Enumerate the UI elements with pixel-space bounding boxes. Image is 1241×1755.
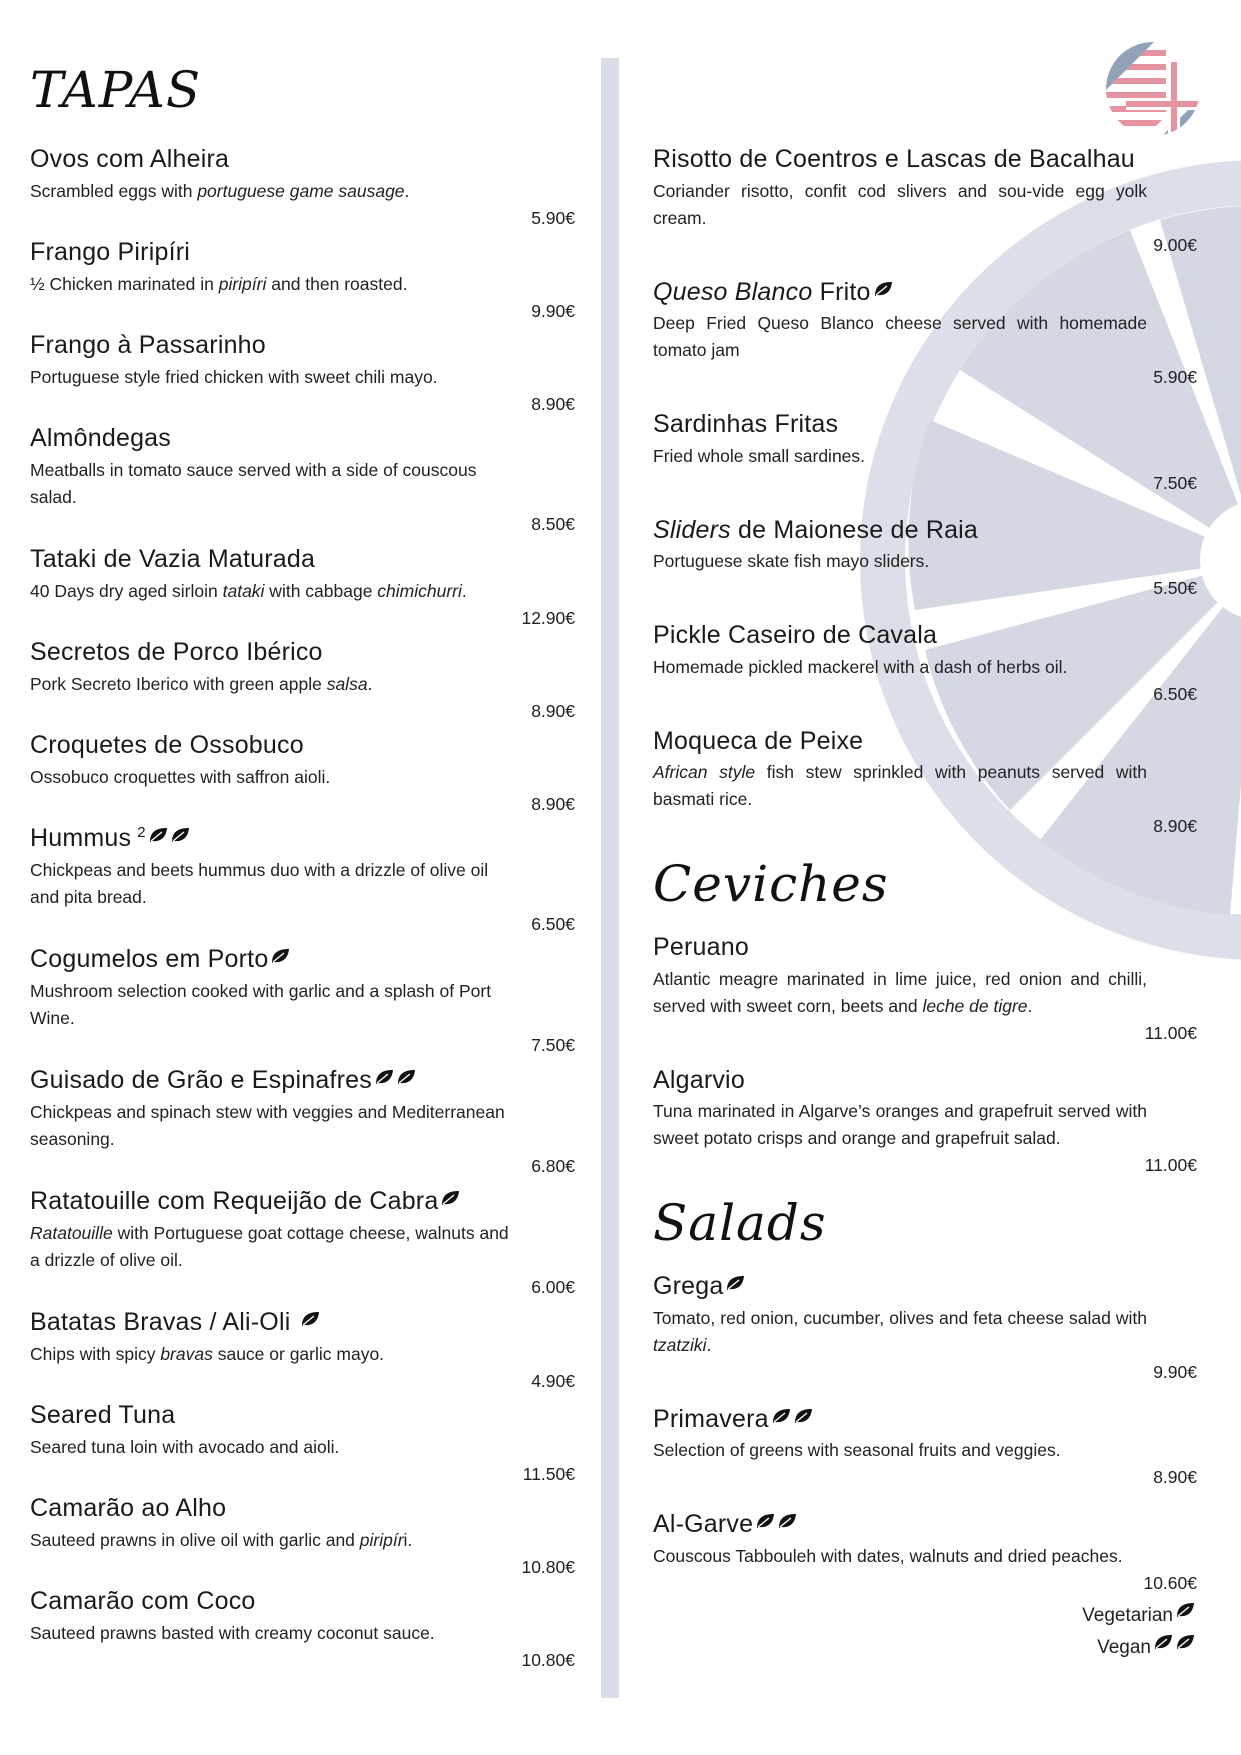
item-description: Sauteed prawns in olive oil with garlic and piripíri. <box>30 1529 413 1550</box>
leaf-icon <box>270 947 290 965</box>
menu-item <box>30 822 575 943</box>
item-price: 7.50€ <box>1153 472 1197 493</box>
leaf-icon <box>771 1407 791 1425</box>
menu-item <box>30 1585 575 1678</box>
menu-item <box>30 422 575 543</box>
item-name: Peruano <box>653 933 749 961</box>
item-price: 7.50€ <box>531 1034 575 1055</box>
item-price: 10.60€ <box>1143 1572 1197 1593</box>
uk-usa-flag-icon[interactable] <box>1106 42 1200 136</box>
item-name: Pickle Caseiro de Cavala <box>653 621 938 649</box>
item-name: Cogumelos em Porto <box>30 943 575 976</box>
menu-item <box>30 1185 575 1306</box>
menu-item <box>30 143 575 236</box>
item-name: Al-Garve <box>653 1508 1197 1541</box>
item-description: Chickpeas and beets hummus duo with a drizzle of olive oil and pita bread. <box>30 859 489 907</box>
legend-vegan: Vegan <box>1082 1632 1195 1664</box>
item-description: Sauteed prawns basted with creamy coconut sauce. <box>30 1622 435 1643</box>
item-description: Selection of greens with seasonal fruits and veggies. <box>653 1440 1061 1460</box>
menu-item <box>30 236 575 329</box>
item-price: 5.90€ <box>1153 367 1197 387</box>
item-description: Homemade pickled mackerel with a dash of herbs oil. <box>653 656 1068 677</box>
item-price: 4.90€ <box>531 1370 575 1391</box>
item-price: 11.00€ <box>1144 1022 1197 1043</box>
menu-item <box>30 1399 575 1492</box>
diet-legend <box>1082 1600 1195 1664</box>
item-description: Chips with spicy bravas sauce or garlic mayo. <box>30 1343 385 1364</box>
item-price: 6.50€ <box>531 913 575 934</box>
item-description: Fried whole small sardines. <box>653 445 866 466</box>
leaf-icon <box>1153 1633 1173 1651</box>
item-name: Batatas Bravas / Ali-Oli <box>30 1306 575 1339</box>
item-name: Frango à Passarinho <box>30 331 266 359</box>
item-name: Secretos de Porco Ibérico <box>30 638 323 666</box>
legend-vegetarian: Vegetarian <box>1082 1600 1195 1632</box>
leaf-icon <box>170 826 190 844</box>
menu-item <box>653 1508 1197 1594</box>
column-divider <box>601 58 619 1698</box>
item-description: Mushroom selection cooked with garlic and a splash of Port Wine. <box>30 980 492 1028</box>
salads-title: Salads <box>653 1194 827 1252</box>
item-description: African style fish stew sprinkled with peanuts served with basmati rice. <box>653 762 1147 809</box>
item-price: 10.80€ <box>521 1649 575 1670</box>
leaf-icon <box>1175 1633 1195 1651</box>
item-description: Portuguese skate fish mayo sliders. <box>653 551 930 571</box>
menu-item <box>653 1270 1197 1383</box>
item-name: Sardinhas Fritas <box>653 410 839 438</box>
menu-item <box>653 143 1197 256</box>
menu-item <box>30 636 575 729</box>
menu-item <box>30 943 575 1064</box>
item-description: ½ Chicken marinated in piripíri and then roasted. <box>30 273 408 294</box>
leaf-icon <box>793 1407 813 1425</box>
leaf-icon <box>374 1068 394 1086</box>
item-name: Risotto de Coentros e Lascas de Bacalhau <box>653 145 1135 173</box>
menu-item <box>653 408 1197 494</box>
item-price: 5.90€ <box>531 207 575 228</box>
item-price: 11.50€ <box>522 1463 575 1484</box>
menu-item <box>653 514 1197 600</box>
item-name: Algarvio <box>653 1065 745 1094</box>
item-description: Tomato, red onion, cucumber, olives and feta cheese salad with tzatziki. <box>653 1307 1147 1355</box>
item-price: 11.00€ <box>1144 1155 1197 1175</box>
tapas-column <box>30 55 575 1678</box>
item-description: Seared tuna loin with avocado and aioli. <box>30 1436 340 1457</box>
item-description: Portuguese style fried chicken with sweet chili mayo. <box>30 366 438 387</box>
leaf-icon <box>396 1068 416 1086</box>
item-price: 8.90€ <box>531 793 575 814</box>
leaf-icon <box>300 1310 320 1328</box>
item-price: 8.50€ <box>531 513 575 534</box>
leaf-icon <box>148 826 168 844</box>
item-description: Pork Secreto Iberico with green apple salsa. <box>30 673 373 694</box>
item-name: Hummus $^2$ <box>30 822 575 855</box>
item-price: 6.80€ <box>531 1155 575 1176</box>
item-price: 6.00€ <box>531 1276 575 1297</box>
item-name: Camarão ao Alho <box>30 1494 227 1522</box>
ceviches-title: Ceviches <box>653 855 889 913</box>
menu-item <box>653 931 1197 1044</box>
item-description: Chickpeas and spinach stew with veggies and Mediterranean seasoning. <box>30 1101 505 1149</box>
footnote-marker: 2 <box>137 823 146 841</box>
item-price: 10.80€ <box>521 1556 575 1577</box>
menu-item <box>30 729 575 822</box>
item-name: Moqueca de Peixe <box>653 726 864 755</box>
item-name: Ratatouille com Requeijão de Cabra <box>30 1185 575 1218</box>
item-price: 6.50€ <box>1153 683 1197 704</box>
item-description: Ratatouille with Portuguese goat cottage cheese, walnuts and a drizzle of olive oil. <box>30 1222 509 1270</box>
item-name: Guisado de Grão e Espinafres <box>30 1064 575 1097</box>
item-description: 40 Days dry aged sirloin tataki with cabbage chimichurri. <box>30 580 467 601</box>
menu-item <box>653 1064 1197 1177</box>
item-description: Scrambled eggs with portuguese game sausage. <box>30 180 410 201</box>
item-name: Seared Tuna <box>30 1401 176 1429</box>
item-description: Couscous Tabbouleh with dates, walnuts and dried peaches. <box>653 1545 1123 1566</box>
item-description: Tuna marinated in Algarve’s oranges and grapefruit served with sweet potato crisps and orange and grapefruit salad. <box>653 1101 1147 1148</box>
menu-item <box>30 543 575 636</box>
menu-item <box>653 619 1197 705</box>
leaf-icon <box>440 1189 460 1207</box>
item-price: 12.90€ <box>521 607 575 628</box>
item-name: Primavera <box>653 1403 1197 1436</box>
item-name: Sliders de Maionese de Raia <box>653 515 979 544</box>
item-price: 8.90€ <box>531 700 575 721</box>
menu-item <box>653 276 1197 389</box>
item-name: Queso Blanco Frito <box>653 276 1197 309</box>
item-price: 9.90€ <box>1153 1361 1197 1382</box>
menu-item <box>30 329 575 422</box>
item-description: Meatballs in tomato sauce served with a side of couscous salad. <box>30 459 477 507</box>
item-description: Atlantic meagre marinated in lime juice, red onion and chilli, served with sweet corn, beets and leche de tigre. <box>653 968 1147 1016</box>
item-price: 5.50€ <box>1153 578 1197 598</box>
leaf-icon <box>1175 1601 1195 1619</box>
leaf-icon <box>725 1274 745 1292</box>
item-name: Ovos com Alheira <box>30 145 230 173</box>
menu-item <box>30 1492 575 1585</box>
item-name: Grega <box>653 1270 1197 1303</box>
menu-item <box>30 1064 575 1185</box>
item-name: Camarão com Coco <box>30 1587 256 1615</box>
leaf-icon <box>777 1512 797 1530</box>
item-name: Almôndegas <box>30 424 171 452</box>
item-price: 8.90€ <box>1153 1467 1197 1487</box>
item-name: Tataki de Vazia Maturada <box>30 545 316 573</box>
item-description: Ossobuco croquettes with saffron aioli. <box>30 766 331 787</box>
item-name: Frango Piripíri <box>30 238 190 266</box>
tapas-title: TAPAS <box>30 61 202 119</box>
item-price: 8.90€ <box>1153 816 1197 836</box>
menu-item <box>653 1403 1197 1489</box>
item-description: Coriander risotto, confit cod slivers and sou-vide egg yolk cream. <box>653 180 1147 228</box>
menu-item <box>653 725 1197 838</box>
item-description: Deep Fried Queso Blanco cheese served with homemade tomato jam <box>653 313 1147 360</box>
item-price: 8.90€ <box>531 393 575 414</box>
item-price: 9.00€ <box>1153 234 1197 255</box>
right-column <box>653 143 1197 1614</box>
leaf-icon <box>755 1512 775 1530</box>
menu-item <box>30 1306 575 1399</box>
item-price: 9.90€ <box>531 300 575 321</box>
leaf-icon <box>873 280 893 298</box>
item-name: Croquetes de Ossobuco <box>30 731 304 759</box>
